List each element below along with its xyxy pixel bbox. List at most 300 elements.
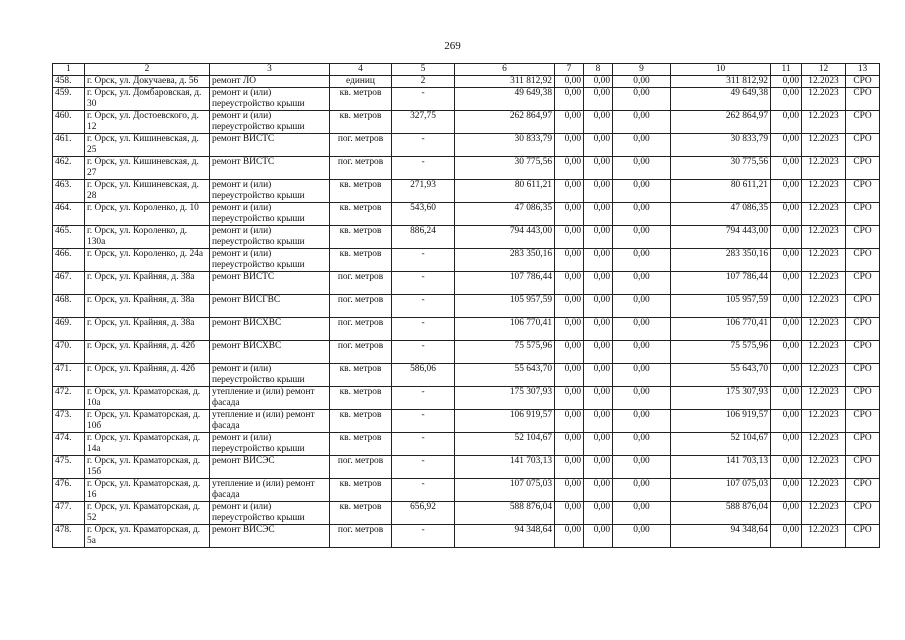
table-cell: - bbox=[392, 295, 455, 318]
table-cell: 0,00 bbox=[613, 479, 671, 502]
table-cell: СРО bbox=[846, 433, 880, 456]
table-cell: кв. метров bbox=[330, 479, 392, 502]
table-cell: ремонт и (или) переустройство крыши bbox=[210, 364, 330, 387]
table-cell: 12.2023 bbox=[802, 76, 846, 88]
table-cell: 0,00 bbox=[771, 226, 802, 249]
table-cell: 0,00 bbox=[555, 295, 584, 318]
table-row bbox=[53, 111, 880, 134]
table-cell: 283 350,16 bbox=[671, 249, 771, 272]
table-cell: 12.2023 bbox=[802, 157, 846, 180]
table-cell: 80 611,21 bbox=[455, 180, 555, 203]
table-cell: 0,00 bbox=[771, 433, 802, 456]
table-cell: 106 919,57 bbox=[671, 410, 771, 433]
table-cell: - bbox=[392, 134, 455, 157]
table-cell: ремонт и (или) переустройство крыши bbox=[210, 249, 330, 272]
table-cell: 472. bbox=[53, 387, 85, 410]
table-cell: г. Орск, ул. Краматорская, д. 52 bbox=[85, 502, 210, 525]
table-cell: 0,00 bbox=[584, 318, 613, 341]
table-cell: 466. bbox=[53, 249, 85, 272]
table-row bbox=[53, 295, 880, 318]
table-cell: ремонт ВИСЭС bbox=[210, 456, 330, 479]
table-cell: 0,00 bbox=[771, 502, 802, 525]
table-cell: 12.2023 bbox=[802, 410, 846, 433]
table-row bbox=[53, 226, 880, 249]
table-cell: СРО bbox=[846, 249, 880, 272]
table-cell: 886,24 bbox=[392, 226, 455, 249]
table-cell: СРО bbox=[846, 318, 880, 341]
table-cell: - bbox=[392, 456, 455, 479]
table-cell: утепление и (или) ремонт фасада bbox=[210, 387, 330, 410]
table-cell: 0,00 bbox=[771, 456, 802, 479]
table-cell: 262 864,97 bbox=[455, 111, 555, 134]
table-row bbox=[53, 88, 880, 111]
table-cell: 30 833,79 bbox=[455, 134, 555, 157]
table-cell: 105 957,59 bbox=[455, 295, 555, 318]
table-cell: кв. метров bbox=[330, 433, 392, 456]
table-cell: - bbox=[392, 410, 455, 433]
table-row bbox=[53, 203, 880, 226]
table-cell: ремонт ЛО bbox=[210, 76, 330, 88]
table-cell: 0,00 bbox=[555, 226, 584, 249]
table-cell: 12.2023 bbox=[802, 111, 846, 134]
table-cell: 0,00 bbox=[771, 318, 802, 341]
table-cell: 0,00 bbox=[555, 180, 584, 203]
table-cell: 588 876,04 bbox=[455, 502, 555, 525]
table-cell: 30 775,56 bbox=[671, 157, 771, 180]
table-row bbox=[53, 272, 880, 295]
table-cell: 462. bbox=[53, 157, 85, 180]
table-cell: 0,00 bbox=[555, 318, 584, 341]
table-cell: 327,75 bbox=[392, 111, 455, 134]
table-cell: СРО bbox=[846, 111, 880, 134]
table-cell: 283 350,16 bbox=[455, 249, 555, 272]
table-cell: 460. bbox=[53, 111, 85, 134]
table-cell: 12.2023 bbox=[802, 341, 846, 364]
table-cell: 0,00 bbox=[613, 111, 671, 134]
table-cell: единиц bbox=[330, 76, 392, 88]
table-cell: 0,00 bbox=[584, 456, 613, 479]
table-cell: 0,00 bbox=[584, 364, 613, 387]
table-cell: 12.2023 bbox=[802, 433, 846, 456]
table-cell: 55 643,70 bbox=[671, 364, 771, 387]
table-cell: 0,00 bbox=[613, 525, 671, 548]
table-cell: 175 307,93 bbox=[671, 387, 771, 410]
table-cell: 12.2023 bbox=[802, 525, 846, 548]
table-cell: - bbox=[392, 157, 455, 180]
table-cell: г. Орск, ул. Крайняя, д. 38а bbox=[85, 295, 210, 318]
table-cell: 0,00 bbox=[555, 134, 584, 157]
table-cell: 106 770,41 bbox=[455, 318, 555, 341]
table-cell: 0,00 bbox=[613, 318, 671, 341]
table-cell: - bbox=[392, 433, 455, 456]
table-cell: 12.2023 bbox=[802, 272, 846, 295]
table-cell: 12.2023 bbox=[802, 456, 846, 479]
table-cell: ремонт и (или) переустройство крыши bbox=[210, 226, 330, 249]
table-cell: 0,00 bbox=[771, 341, 802, 364]
table-cell: 0,00 bbox=[771, 76, 802, 88]
table-cell: 175 307,93 bbox=[455, 387, 555, 410]
table-cell: 0,00 bbox=[584, 203, 613, 226]
table-cell: 12.2023 bbox=[802, 88, 846, 111]
table-cell: 0,00 bbox=[584, 76, 613, 88]
table-cell: 458. bbox=[53, 76, 85, 88]
table-cell: 0,00 bbox=[584, 111, 613, 134]
table-row bbox=[53, 502, 880, 525]
table-cell: СРО bbox=[846, 76, 880, 88]
table-cell: 0,00 bbox=[584, 88, 613, 111]
column-header: 2 bbox=[85, 64, 210, 76]
table-row bbox=[53, 249, 880, 272]
table-cell: кв. метров bbox=[330, 502, 392, 525]
table-cell: 12.2023 bbox=[802, 364, 846, 387]
table-cell: 0,00 bbox=[555, 364, 584, 387]
table-cell: 80 611,21 bbox=[671, 180, 771, 203]
table-cell: 461. bbox=[53, 134, 85, 157]
table-cell: пог. метров bbox=[330, 318, 392, 341]
table-cell: 0,00 bbox=[613, 341, 671, 364]
table-cell: 0,00 bbox=[555, 203, 584, 226]
table-cell: СРО bbox=[846, 364, 880, 387]
table-cell: 311 812,92 bbox=[671, 76, 771, 88]
table-cell: 0,00 bbox=[584, 525, 613, 548]
table-cell: 0,00 bbox=[584, 134, 613, 157]
table-cell: 0,00 bbox=[771, 295, 802, 318]
table-cell: ремонт и (или) переустройство крыши bbox=[210, 433, 330, 456]
table-cell: ремонт ВИСГВС bbox=[210, 295, 330, 318]
table-cell: 55 643,70 bbox=[455, 364, 555, 387]
table-cell: 52 104,67 bbox=[671, 433, 771, 456]
table-cell: СРО bbox=[846, 180, 880, 203]
table-cell: СРО bbox=[846, 479, 880, 502]
table-cell: 262 864,97 bbox=[671, 111, 771, 134]
table-cell: 0,00 bbox=[555, 249, 584, 272]
repair-registry-table bbox=[52, 63, 880, 548]
table-cell: г. Орск, ул. Крайняя, д. 42б bbox=[85, 341, 210, 364]
table-cell: кв. метров bbox=[330, 410, 392, 433]
table-row bbox=[53, 364, 880, 387]
table-cell: 464. bbox=[53, 203, 85, 226]
table-cell: СРО bbox=[846, 226, 880, 249]
table-cell: 465. bbox=[53, 226, 85, 249]
table-cell: 0,00 bbox=[613, 76, 671, 88]
table-cell: СРО bbox=[846, 502, 880, 525]
table-cell: 12.2023 bbox=[802, 180, 846, 203]
table-cell: 0,00 bbox=[584, 433, 613, 456]
table-cell: кв. метров bbox=[330, 364, 392, 387]
table-cell: 0,00 bbox=[771, 203, 802, 226]
table-cell: 468. bbox=[53, 295, 85, 318]
table-cell: ремонт и (или) переустройство крыши bbox=[210, 88, 330, 111]
table-row bbox=[53, 134, 880, 157]
table-cell: 0,00 bbox=[555, 525, 584, 548]
table-cell: г. Орск, ул. Краматорская, д. 5а bbox=[85, 525, 210, 548]
table-cell: ремонт ВИСХВС bbox=[210, 341, 330, 364]
table-cell: 0,00 bbox=[613, 249, 671, 272]
table-row bbox=[53, 479, 880, 502]
table-cell: 0,00 bbox=[613, 272, 671, 295]
column-header: 8 bbox=[584, 64, 613, 76]
table-cell: 0,00 bbox=[555, 157, 584, 180]
table-cell: пог. метров bbox=[330, 272, 392, 295]
table-cell: 470. bbox=[53, 341, 85, 364]
table-cell: г. Орск, ул. Краматорская, д. 15б bbox=[85, 456, 210, 479]
table-cell: 105 957,59 bbox=[671, 295, 771, 318]
table-cell: ремонт ВИСХВС bbox=[210, 318, 330, 341]
table-row bbox=[53, 410, 880, 433]
table-cell: - bbox=[392, 525, 455, 548]
table-cell: 0,00 bbox=[771, 249, 802, 272]
table-cell: 0,00 bbox=[555, 76, 584, 88]
table-cell: 12.2023 bbox=[802, 479, 846, 502]
table-cell: ремонт и (или) переустройство крыши bbox=[210, 180, 330, 203]
table-cell: 0,00 bbox=[584, 410, 613, 433]
table-cell: г. Орск, ул. Короленко, д. 10 bbox=[85, 203, 210, 226]
table-cell: СРО bbox=[846, 272, 880, 295]
table-cell: 478. bbox=[53, 525, 85, 548]
table-cell: 0,00 bbox=[613, 295, 671, 318]
table-cell: г. Орск, ул. Достоевского, д. 12 bbox=[85, 111, 210, 134]
table-cell: 588 876,04 bbox=[671, 502, 771, 525]
table-cell: 107 075,03 bbox=[455, 479, 555, 502]
table-cell: 0,00 bbox=[555, 456, 584, 479]
table-cell: г. Орск, ул. Домбаровская, д. 30 bbox=[85, 88, 210, 111]
table-cell: кв. метров bbox=[330, 180, 392, 203]
table-cell: 0,00 bbox=[613, 226, 671, 249]
table-cell: 469. bbox=[53, 318, 85, 341]
table-cell: 12.2023 bbox=[802, 295, 846, 318]
table-cell: 75 575,96 bbox=[671, 341, 771, 364]
table-cell: г. Орск, ул. Краматорская, д. 10б bbox=[85, 410, 210, 433]
table-cell: - bbox=[392, 341, 455, 364]
table-cell: 471. bbox=[53, 364, 85, 387]
table-cell: 0,00 bbox=[771, 134, 802, 157]
table-cell: 0,00 bbox=[584, 180, 613, 203]
table-cell: 0,00 bbox=[771, 387, 802, 410]
table-cell: пог. метров bbox=[330, 295, 392, 318]
table-cell: 473. bbox=[53, 410, 85, 433]
table-cell: 0,00 bbox=[771, 479, 802, 502]
table-cell: г. Орск, ул. Краматорская, д. 14а bbox=[85, 433, 210, 456]
table-cell: 0,00 bbox=[613, 502, 671, 525]
table-cell: 0,00 bbox=[555, 88, 584, 111]
column-header: 13 bbox=[846, 64, 880, 76]
table-cell: г. Орск, ул. Кишиневская, д. 28 bbox=[85, 180, 210, 203]
table-cell: 12.2023 bbox=[802, 226, 846, 249]
table-cell: 12.2023 bbox=[802, 502, 846, 525]
table-cell: 0,00 bbox=[613, 433, 671, 456]
table-cell: 107 786,44 bbox=[671, 272, 771, 295]
table-cell: ремонт и (или) переустройство крыши bbox=[210, 111, 330, 134]
table-cell: - bbox=[392, 88, 455, 111]
table-cell: 0,00 bbox=[613, 203, 671, 226]
table-cell: кв. метров bbox=[330, 111, 392, 134]
table-cell: 0,00 bbox=[584, 295, 613, 318]
table-cell: пог. метров bbox=[330, 134, 392, 157]
table-cell: 271,93 bbox=[392, 180, 455, 203]
table-cell: г. Орск, ул. Кишиневская, д. 27 bbox=[85, 157, 210, 180]
table-row bbox=[53, 318, 880, 341]
table-row bbox=[53, 433, 880, 456]
table-cell: СРО bbox=[846, 295, 880, 318]
column-header: 7 bbox=[555, 64, 584, 76]
table-cell: 0,00 bbox=[584, 479, 613, 502]
table-cell: 141 703,13 bbox=[671, 456, 771, 479]
table-cell: 794 443,00 bbox=[671, 226, 771, 249]
table-cell: 586,06 bbox=[392, 364, 455, 387]
table-cell: 0,00 bbox=[613, 180, 671, 203]
table-cell: 0,00 bbox=[613, 410, 671, 433]
table-cell: СРО bbox=[846, 88, 880, 111]
table-cell: г. Орск, ул. Кишиневская, д. 25 bbox=[85, 134, 210, 157]
column-header: 12 bbox=[802, 64, 846, 76]
table-cell: 311 812,92 bbox=[455, 76, 555, 88]
table-cell: 467. bbox=[53, 272, 85, 295]
table-cell: 0,00 bbox=[584, 502, 613, 525]
table-cell: 0,00 bbox=[584, 272, 613, 295]
table-cell: 0,00 bbox=[613, 364, 671, 387]
table-cell: СРО bbox=[846, 203, 880, 226]
column-header: 4 bbox=[330, 64, 392, 76]
table-cell: - bbox=[392, 249, 455, 272]
table-row bbox=[53, 387, 880, 410]
table-cell: 0,00 bbox=[771, 111, 802, 134]
table-cell: 0,00 bbox=[555, 272, 584, 295]
table-cell: 47 086,35 bbox=[455, 203, 555, 226]
table-cell: 75 575,96 bbox=[455, 341, 555, 364]
column-header: 1 bbox=[53, 64, 85, 76]
table-cell: 141 703,13 bbox=[455, 456, 555, 479]
table-cell: кв. метров bbox=[330, 226, 392, 249]
table-row bbox=[53, 456, 880, 479]
table-cell: СРО bbox=[846, 525, 880, 548]
table-cell: 106 770,41 bbox=[671, 318, 771, 341]
table-cell: 0,00 bbox=[771, 180, 802, 203]
table-cell: 459. bbox=[53, 88, 85, 111]
table-cell: кв. метров bbox=[330, 88, 392, 111]
table-cell: 475. bbox=[53, 456, 85, 479]
table-cell: - bbox=[392, 387, 455, 410]
table-cell: - bbox=[392, 479, 455, 502]
table-cell: 12.2023 bbox=[802, 134, 846, 157]
table-cell: 0,00 bbox=[771, 410, 802, 433]
table-cell: СРО bbox=[846, 157, 880, 180]
table-cell: 0,00 bbox=[613, 157, 671, 180]
table-cell: ремонт и (или) переустройство крыши bbox=[210, 502, 330, 525]
table-cell: 0,00 bbox=[771, 272, 802, 295]
column-header: 5 bbox=[392, 64, 455, 76]
column-header: 10 bbox=[671, 64, 771, 76]
table-cell: пог. метров bbox=[330, 456, 392, 479]
header-row bbox=[53, 64, 880, 76]
table-cell: 12.2023 bbox=[802, 318, 846, 341]
table-cell: 12.2023 bbox=[802, 249, 846, 272]
table-cell: 0,00 bbox=[555, 387, 584, 410]
table-cell: г. Орск, ул. Докучаева, д. 56 bbox=[85, 76, 210, 88]
table-cell: 52 104,67 bbox=[455, 433, 555, 456]
table-row bbox=[53, 180, 880, 203]
table-cell: 0,00 bbox=[584, 387, 613, 410]
table-cell: 656,92 bbox=[392, 502, 455, 525]
table-cell: 0,00 bbox=[555, 111, 584, 134]
table-cell: ремонт ВИСЭС bbox=[210, 525, 330, 548]
table-cell: пог. метров bbox=[330, 157, 392, 180]
table-cell: 107 786,44 bbox=[455, 272, 555, 295]
table-cell: г. Орск, ул. Короленко, д. 24а bbox=[85, 249, 210, 272]
table-cell: 94 348,64 bbox=[455, 525, 555, 548]
table-cell: 477. bbox=[53, 502, 85, 525]
page-number: 269 bbox=[444, 40, 461, 52]
table-cell: 0,00 bbox=[771, 364, 802, 387]
table-cell: - bbox=[392, 272, 455, 295]
column-header: 11 bbox=[771, 64, 802, 76]
table-cell: г. Орск, ул. Краматорская, д. 10а bbox=[85, 387, 210, 410]
table-cell: 107 075,03 bbox=[671, 479, 771, 502]
table-cell: 0,00 bbox=[613, 88, 671, 111]
table-cell: пог. метров bbox=[330, 341, 392, 364]
table-row bbox=[53, 341, 880, 364]
table-cell: 543,60 bbox=[392, 203, 455, 226]
table-cell: 12.2023 bbox=[802, 387, 846, 410]
table-cell: кв. метров bbox=[330, 203, 392, 226]
table-cell: 0,00 bbox=[555, 479, 584, 502]
table-cell: ремонт ВИСТС bbox=[210, 272, 330, 295]
table-cell: ремонт ВИСТС bbox=[210, 134, 330, 157]
table-cell: СРО bbox=[846, 341, 880, 364]
table-cell: 0,00 bbox=[771, 525, 802, 548]
table-cell: 49 649,38 bbox=[671, 88, 771, 111]
table-cell: 463. bbox=[53, 180, 85, 203]
table-cell: 0,00 bbox=[555, 410, 584, 433]
table-cell: 30 833,79 bbox=[671, 134, 771, 157]
table-cell: СРО bbox=[846, 387, 880, 410]
table-cell: пог. метров bbox=[330, 525, 392, 548]
table-row bbox=[53, 157, 880, 180]
table-cell: 0,00 bbox=[584, 249, 613, 272]
table-cell: ремонт ВИСТС bbox=[210, 157, 330, 180]
table-cell: 12.2023 bbox=[802, 203, 846, 226]
table-cell: 0,00 bbox=[555, 433, 584, 456]
table-cell: СРО bbox=[846, 456, 880, 479]
table-cell: 0,00 bbox=[584, 341, 613, 364]
table-row bbox=[53, 525, 880, 548]
table-cell: СРО bbox=[846, 410, 880, 433]
table-cell: г. Орск, ул. Крайняя, д. 38а bbox=[85, 272, 210, 295]
table-cell: г. Орск, ул. Крайняя, д. 38а bbox=[85, 318, 210, 341]
table-cell: утепление и (или) ремонт фасада bbox=[210, 410, 330, 433]
table-cell: 94 348,64 bbox=[671, 525, 771, 548]
table-cell: СРО bbox=[846, 134, 880, 157]
table-body bbox=[53, 76, 880, 548]
table-cell: г. Орск, ул. Короленко, д. 130а bbox=[85, 226, 210, 249]
table-cell: г. Орск, ул. Крайняя, д. 42б bbox=[85, 364, 210, 387]
table-cell: 0,00 bbox=[613, 134, 671, 157]
table-cell: 106 919,57 bbox=[455, 410, 555, 433]
table-row bbox=[53, 76, 880, 88]
table-cell: 30 775,56 bbox=[455, 157, 555, 180]
table-cell: утепление и (или) ремонт фасада bbox=[210, 479, 330, 502]
table-cell: 0,00 bbox=[584, 157, 613, 180]
table-cell: 476. bbox=[53, 479, 85, 502]
table-cell: 0,00 bbox=[584, 226, 613, 249]
column-header: 9 bbox=[613, 64, 671, 76]
table-cell: кв. метров bbox=[330, 387, 392, 410]
table-cell: 794 443,00 bbox=[455, 226, 555, 249]
table-cell: 0,00 bbox=[555, 341, 584, 364]
table-cell: - bbox=[392, 318, 455, 341]
table-cell: 0,00 bbox=[771, 88, 802, 111]
table-cell: 47 086,35 bbox=[671, 203, 771, 226]
table-cell: 474. bbox=[53, 433, 85, 456]
